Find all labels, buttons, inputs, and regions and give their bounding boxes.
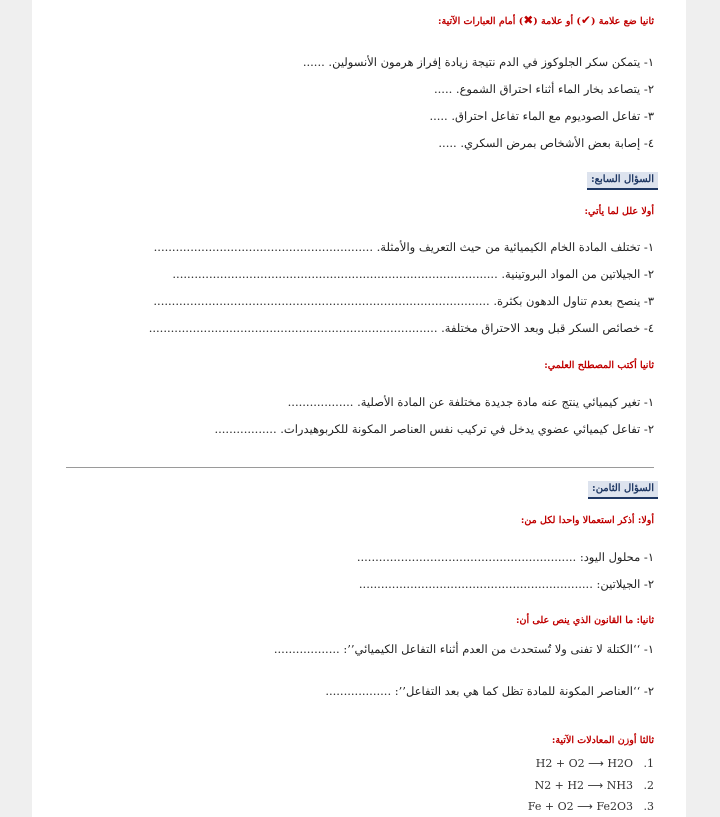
q7-partB-title: ثانيا أكتب المصطلح العلمي: <box>544 360 654 371</box>
q8-partB-item-2: ٢- ‘‘العناصر المكونة للمادة تظل كما هي بعد التفاعل’’: .................. <box>325 684 654 698</box>
equation-1-right: H2O <box>607 757 633 770</box>
q7-partA-item-3: ٣- ينصح بعدم تناول الدهون بكثرة. ............................................................................................ <box>153 294 654 308</box>
q7-title: السؤال السابع: <box>587 172 658 190</box>
part2-header-middle: ) أو علامة ( <box>533 16 581 27</box>
check-icon: ✔ <box>580 13 591 27</box>
part2-header-prefix: ثانيا ضع علامة ( <box>590 16 654 27</box>
q7-partB-item-1: ١- تغير كيميائي ينتج عنه مادة جديدة مختلفة عن المادة الأصلية. .................. <box>287 395 654 409</box>
part2-item-4: ٤- إصابة بعض الأشخاص بمرض السكري. ..... <box>438 136 654 150</box>
q8-partB-title: ثانيا: ما القانون الذي ينص على أن: <box>515 615 654 626</box>
equation-1-number: .1 <box>643 757 654 770</box>
q7-partA-item-2: ٢- الجيلاتين من المواد البروتينية. ......................................................................................... <box>172 267 654 281</box>
reaction-arrow-icon: ⟶ <box>588 757 604 770</box>
equation-3-left: Fe + O2 <box>527 800 574 813</box>
q8-partC-title: ثالثا أوزن المعادلات الآتية: <box>551 735 654 746</box>
equation-1 <box>494 756 654 772</box>
q8-partA-title: أولا: أذكر استعمالا واحدا لكل من: <box>520 515 654 526</box>
divider-line <box>66 467 654 468</box>
equation-3-number: .3 <box>643 800 654 813</box>
left-margin <box>0 0 32 817</box>
equation-2-right: NH3 <box>606 779 633 792</box>
part2-item-1: ١- يتمكن سكر الجلوكوز في الدم نتيجة زيادة إفراز هرمون الأنسولين. ...... <box>302 55 654 69</box>
equation-2 <box>494 778 654 794</box>
part2-header <box>438 12 654 30</box>
equation-2-left: N2 + H2 <box>534 779 584 792</box>
q8-partA-item-1: ١- محلول اليود: ............................................................ <box>356 550 654 564</box>
q8-partA-item-2: ٢- الجيلاتين: ................................................................ <box>358 577 654 591</box>
equation-3-right: Fe2O3 <box>596 800 633 813</box>
equation-2-number: .2 <box>643 779 654 792</box>
equation-3 <box>494 799 654 815</box>
part2-item-2: ٢- يتصاعد بخار الماء أثناء احتراق الشموع. ..... <box>433 82 654 96</box>
equation-1-left: H2 + O2 <box>535 757 585 770</box>
part2-header-suffix: ) أمام العبارات الآتية: <box>438 16 524 27</box>
reaction-arrow-icon: ⟶ <box>577 800 593 813</box>
q7-partB-item-2: ٢- تفاعل كيميائي عضوي يدخل في تركيب نفس العناصر المكونة للكربوهيدرات. ................. <box>214 422 654 436</box>
q7-partA-item-1: ١- تختلف المادة الخام الكيميائية من حيث التعريف والأمثلة. ............................................................ <box>153 240 654 254</box>
right-margin <box>686 0 720 817</box>
q8-partB-item-1: ١- ‘‘الكتلة لا تفنى ولا تُستحدث من العدم أثناء التفاعل الكيميائي’’: .................. <box>273 642 654 656</box>
q7-partA-title: أولا علل لما يأتي: <box>584 206 654 217</box>
x-icon: ✖ <box>523 13 534 27</box>
q7-partA-item-4: ٤- خصائص السكر قبل وبعد الاحتراق مختلفة. ............................................................................... <box>148 321 654 335</box>
q8-title: السؤال الثامن: <box>588 481 658 499</box>
reaction-arrow-icon: ⟶ <box>587 779 604 792</box>
part2-item-3: ٣- تفاعل الصوديوم مع الماء تفاعل احتراق. ..... <box>429 109 654 123</box>
